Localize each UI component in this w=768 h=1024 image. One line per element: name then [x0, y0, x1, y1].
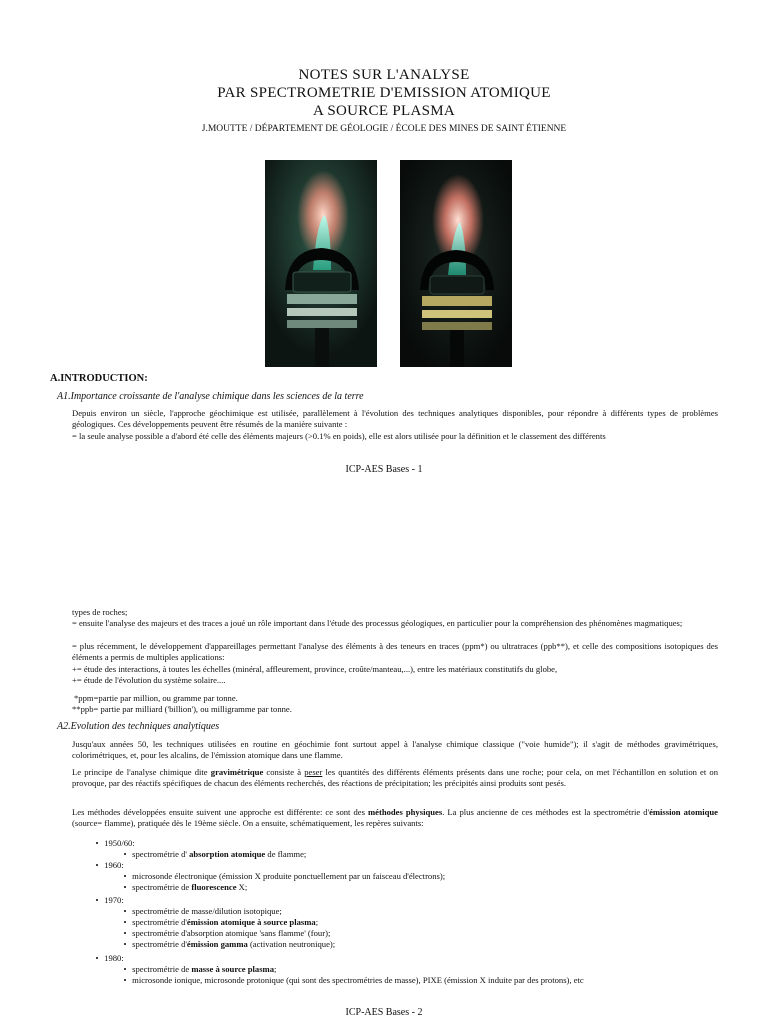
section-heading-introduction: A.INTRODUCTION:	[50, 373, 148, 384]
term-atomic-emission: émission atomique	[649, 807, 718, 817]
text-run: Le principe de l'analyse chimique dite	[72, 767, 211, 777]
year-label: 1950/60:	[104, 838, 135, 848]
text-run: (source= flamme), pratiquée dès le 19ème siècle. On a ensuite, schématiquement, les repères suivants:	[72, 817, 424, 828]
paragraph-majors-traces: = ensuite l'analyse des majeurs et des traces a joué un rôle important dans l'étude des processus géologiques, en particulier pour la compréhension des phénomènes magmatiques;	[72, 618, 683, 628]
text-interactions-study: += étude des interactions, à toutes les échelles (minéral, affleurement, province, croûte/manteau,...), entre les matériaux constitutifs du globe,	[72, 664, 558, 674]
term-peser: peser	[304, 767, 323, 777]
term-physical-methods: méthodes physiques	[367, 807, 443, 817]
text-run: (activation neutronique);	[247, 939, 336, 949]
term-fluorescence: fluorescence	[191, 882, 237, 892]
term-atomic-absorption: absorption atomique	[189, 849, 266, 859]
list-subitem-xrf	[120, 882, 247, 893]
text-run: ;	[315, 917, 319, 927]
bullet-icon: •	[123, 939, 127, 949]
paragraph-physical-methods	[72, 807, 718, 829]
list-subitem-ion-probe	[120, 975, 584, 986]
term-plasma-emission: émission atomique à source plasma	[186, 917, 316, 927]
paragraph-classic-analysis: Jusqu'aux années 50, les techniques utilisées en routine en géochimie font surtout appel à l'analyse chimique classique ("voie humide"); il s'agit de méthodes gravimétriques, colorimétriques, et, pour les alcalins, de l'émission atomique dans une flamme.	[72, 739, 718, 760]
text-run: microsonde électronique (émission X produite ponctuellement par un faisceau d'électrons);	[132, 871, 446, 881]
bullet-icon: •	[123, 928, 127, 938]
list-subitem-flameless-aa	[120, 928, 330, 939]
list-item-year-1980	[92, 953, 124, 964]
term-gamma-emission: émission gamma	[186, 939, 248, 949]
text-run: X;	[236, 882, 248, 892]
footnote-ppb: **ppb= partie par milliard ('billion'), ou milligramme par tonne.	[72, 704, 292, 714]
doc-author-line: J.MOUTTE / DÉPARTEMENT DE GÉOLOGIE / ÉCOLE DES MINES DE SAINT ÉTIENNE	[201, 124, 567, 134]
page-footer-2: ICP-AES Bases - 2	[345, 1007, 423, 1018]
doc-title-line-2: PAR SPECTROMETRIE D'EMISSION ATOMIQUE	[217, 85, 551, 101]
list-subitem-aa-flame	[120, 849, 306, 860]
text-run: spectrométrie d'	[132, 849, 190, 859]
doc-title-line-1: NOTES SUR L'ANALYSE	[298, 67, 470, 83]
text-run: spectrométrie de	[132, 964, 192, 974]
term-plasma-mass: masse à source plasma	[191, 964, 275, 974]
bullet-icon: •	[123, 906, 127, 916]
subsection-heading-a2: A2.Evolution des techniques analytiques	[57, 721, 220, 732]
page-footer-1: ICP-AES Bases - 1	[345, 464, 423, 475]
bullet-icon: •	[95, 838, 99, 848]
subsection-heading-a1: A1.Importance croissante de l'analyse chimique dans les sciences de la terre	[57, 391, 364, 402]
list-subitem-icp-aes	[120, 917, 318, 928]
doc-title-line-3: A SOURCE PLASMA	[312, 103, 456, 119]
text-run: spectrométrie de masse/dilution isotopique;	[132, 906, 282, 916]
list-subitem-mass-spec	[120, 906, 282, 917]
text-run: Les méthodes développées ensuite suivent une approche est différente: ce sont des	[72, 807, 368, 817]
text-run: microsonde ionique, microsonde protonique (qui sont des spectrométries de masse), PIXE (émission X induite par des protons), etc	[132, 975, 584, 985]
term-gravimetric: gravimétrique	[210, 767, 264, 777]
text-run: spectrométrie d'absorption atomique 'sans flamme' (four);	[132, 928, 331, 938]
list-subitem-microprobe	[120, 871, 445, 882]
plasma-torch-photo-right	[400, 160, 512, 367]
bullet-icon: •	[123, 975, 127, 985]
text-run: spectrométrie d'	[132, 939, 187, 949]
text-run: consiste à	[263, 767, 305, 777]
text-run: . La plus ancienne de ces méthodes est la spectrométrie d'	[442, 807, 650, 817]
bullet-icon: •	[95, 953, 99, 963]
bullet-icon: •	[123, 964, 127, 974]
paragraph-intro: Depuis environ un siècle, l'approche géochimique est utilisée, parallèlement à l'évolution des techniques analytiques disponibles, pour répondre à différents types de problèmes géologiques. Ces développements peuvent être résumés de la manière suivante :	[72, 408, 718, 429]
text-run: spectrométrie de	[132, 882, 192, 892]
list-subitem-gamma	[120, 939, 335, 950]
bullet-icon: •	[123, 882, 127, 892]
list-item-year-1950	[92, 838, 135, 849]
year-label: 1960:	[104, 860, 124, 870]
plasma-torch-photo-left	[265, 160, 377, 367]
text-run: les quantités des différents éléments présents dans une roche; pour cela, on met l'échantillon en solution et on provoque, par des réactifs spécifiques de chacun des éléments recherchés, des réactions de précipitation; les précipités ainsi produits sont pesés.	[72, 767, 718, 788]
list-item-year-1960	[92, 860, 124, 871]
text-solar-system-study: += étude de l'évolution du système solaire....	[72, 675, 226, 685]
paragraph-majors: = la seule analyse possible a d'abord été celle des éléments majeurs (>0.1% en poids), elle est alors utilisée pour la définition et le classement des différents	[72, 431, 606, 441]
year-label: 1970:	[104, 895, 124, 905]
text-run: spectrométrie d'	[132, 917, 187, 927]
text-run: de flamme;	[265, 849, 307, 859]
list-subitem-icp-ms	[120, 964, 276, 975]
bullet-icon: •	[123, 871, 127, 881]
bullet-icon: •	[123, 849, 127, 859]
bullet-icon: •	[95, 860, 99, 870]
list-item-year-1970	[92, 895, 124, 906]
paragraph-recent-developments: = plus récemment, le développement d'appareillages permettant l'analyse des éléments à des teneurs en traces (ppm*) ou ultratraces (ppb**), et celle des compositions isotopiques des éléments a permis de multiples applications:	[72, 641, 718, 662]
bullet-icon: •	[95, 895, 99, 905]
text-rock-types: types de roches;	[72, 607, 128, 617]
bullet-icon: •	[123, 917, 127, 927]
paragraph-gravimetric	[72, 767, 718, 789]
year-label: 1980:	[104, 953, 124, 963]
footnote-ppm: *ppm=partie par million, ou gramme par tonne.	[74, 693, 238, 703]
text-run: ;	[274, 964, 277, 974]
